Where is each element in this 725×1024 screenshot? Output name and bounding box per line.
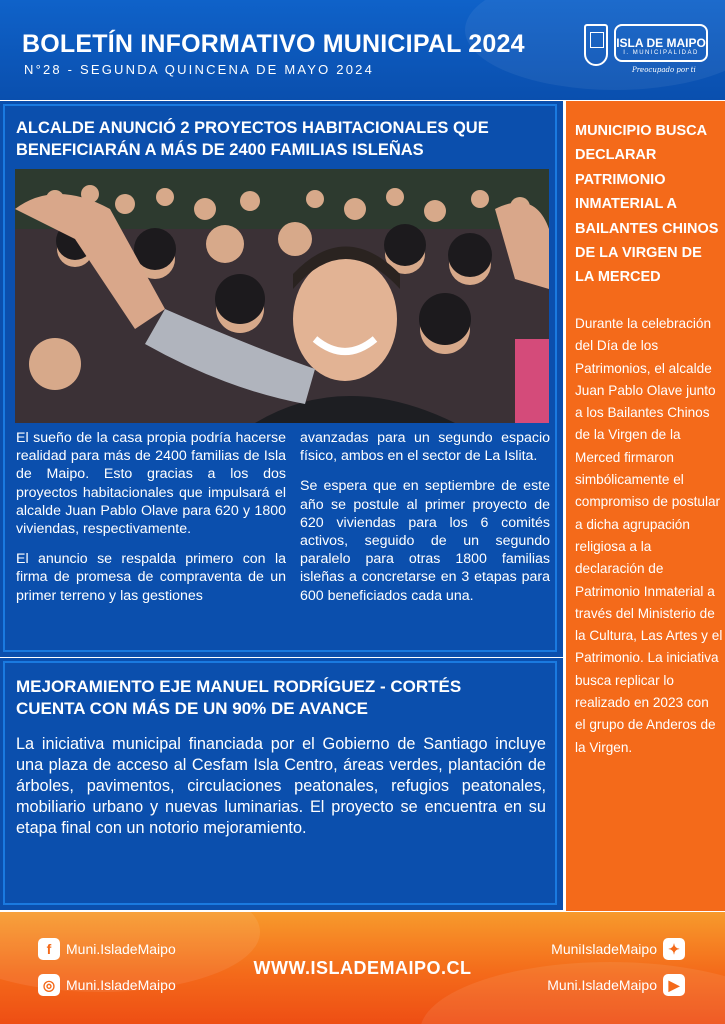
youtube-icon: ▶ (663, 974, 685, 996)
twitter-icon: ✦ (663, 938, 685, 960)
logo-name: ISLA DE MAIPO (616, 36, 706, 50)
logo-muni: I. MUNICIPALIDAD (623, 50, 699, 56)
mayor-selfie-photo (15, 169, 549, 423)
twitter-link[interactable] (551, 938, 685, 960)
article-paragraph: Se espera que en septiembre de este año se postule al primer proyecto de 620 viviendas para los 6 comités activos, seguido de un segundo paralelo para otras 1800 familias isleñas a concretarse en 3 etapas para 600 beneficiados cada una. (300, 478, 550, 604)
coat-of-arms-icon (584, 24, 608, 66)
bulletin-issue: N°28 - SEGUNDA QUINCENA DE MAYO 2024 (24, 62, 375, 77)
facebook-link[interactable] (38, 938, 176, 960)
logo-badge (614, 24, 708, 62)
facebook-handle: Muni.IsladeMaipo (66, 941, 176, 957)
municipality-logo (584, 20, 710, 78)
facebook-icon: f (38, 938, 60, 960)
youtube-link[interactable] (547, 974, 685, 996)
road-article-body: La iniciativa municipal financiada por el Gobierno de Santiago incluye una plaza de acceso al Cesfam Isla Centro, áreas verdes, plantación de árboles, pavimentos, circulaciones peatonales, refugios peatonales, mobiliario urbano y nuevas luminarias. El proyecto se encuentra en su etapa final con un notorio mejoramiento. (16, 735, 546, 837)
title-line-2: CUENTA CON MÁS DE UN 90% DE AVANCE (16, 699, 368, 718)
bulletin-title: BOLETÍN INFORMATIVO MUNICIPAL 2024 (22, 30, 525, 58)
heritage-sidebar (566, 101, 725, 911)
article-column-left (16, 429, 286, 617)
footer (0, 912, 725, 1024)
header-banner (0, 0, 725, 100)
sidebar-title: MUNICIPIO BUSCA DECLARAR PATRIMONIO INMATERIAL A BAILANTES CHINOS DE LA VIRGEN DE LA MERCED (575, 123, 719, 286)
title-line-2: BENEFICIARÁN A MÁS DE 2400 FAMILIAS ISLEÑAS (16, 141, 424, 159)
crowd-photo-illustration (15, 169, 549, 423)
article-paragraph: avanzadas para un segundo espacio físico, ambos en el sector de La Islita. (300, 430, 550, 465)
sidebar-body: Durante la celebración del Día de los Patrimonios, el alcalde Juan Pablo Olave junto a los Bailantes Chinos de la Virgen de la Merced firmaron simbólicamente el compromiso de postular a dicha agrupación religiosa a la declaración de Patrimonio Inmaterial a través del Ministerio de la Cultura, Las Artes y el Patrimonio. La iniciativa busca replicar lo realizado en 2023 con el grupo de Anderos de la Virgen. (575, 316, 723, 755)
website-link[interactable]: WWW.ISLADEMAIPO.CL (253, 958, 472, 978)
title-line-1: MEJORAMIENTO EJE MANUEL RODRÍGUEZ - CORTÉS (16, 677, 462, 696)
logo-slogan: Preocupado por ti (632, 66, 696, 74)
youtube-handle: Muni.IsladeMaipo (547, 977, 657, 993)
road-article-title (16, 676, 461, 720)
title-line-1: ALCALDE ANUNCIÓ 2 PROYECTOS HABITACIONALES QUE (16, 119, 489, 137)
housing-article (0, 101, 563, 657)
article-column-right (300, 429, 550, 617)
road-improvement-article (0, 658, 563, 910)
housing-article-title (16, 117, 489, 161)
article-paragraph: El sueño de la casa propia podría hacerse realidad para más de 2400 familias de Isla de Maipo. Esto gracias a los dos proyectos habitacionales que impulsará el alcalde Juan Pablo Olave para 620 y 1800 viviendas, respectivamente. (16, 430, 286, 538)
article-paragraph: El anuncio se respalda primero con la firma de promesa de compraventa de un primer terreno y las gestiones (16, 551, 286, 604)
instagram-handle: Muni.IsladeMaipo (66, 977, 176, 993)
instagram-icon: ◎ (38, 974, 60, 996)
twitter-handle: MuniIsladeMaipo (551, 941, 657, 957)
